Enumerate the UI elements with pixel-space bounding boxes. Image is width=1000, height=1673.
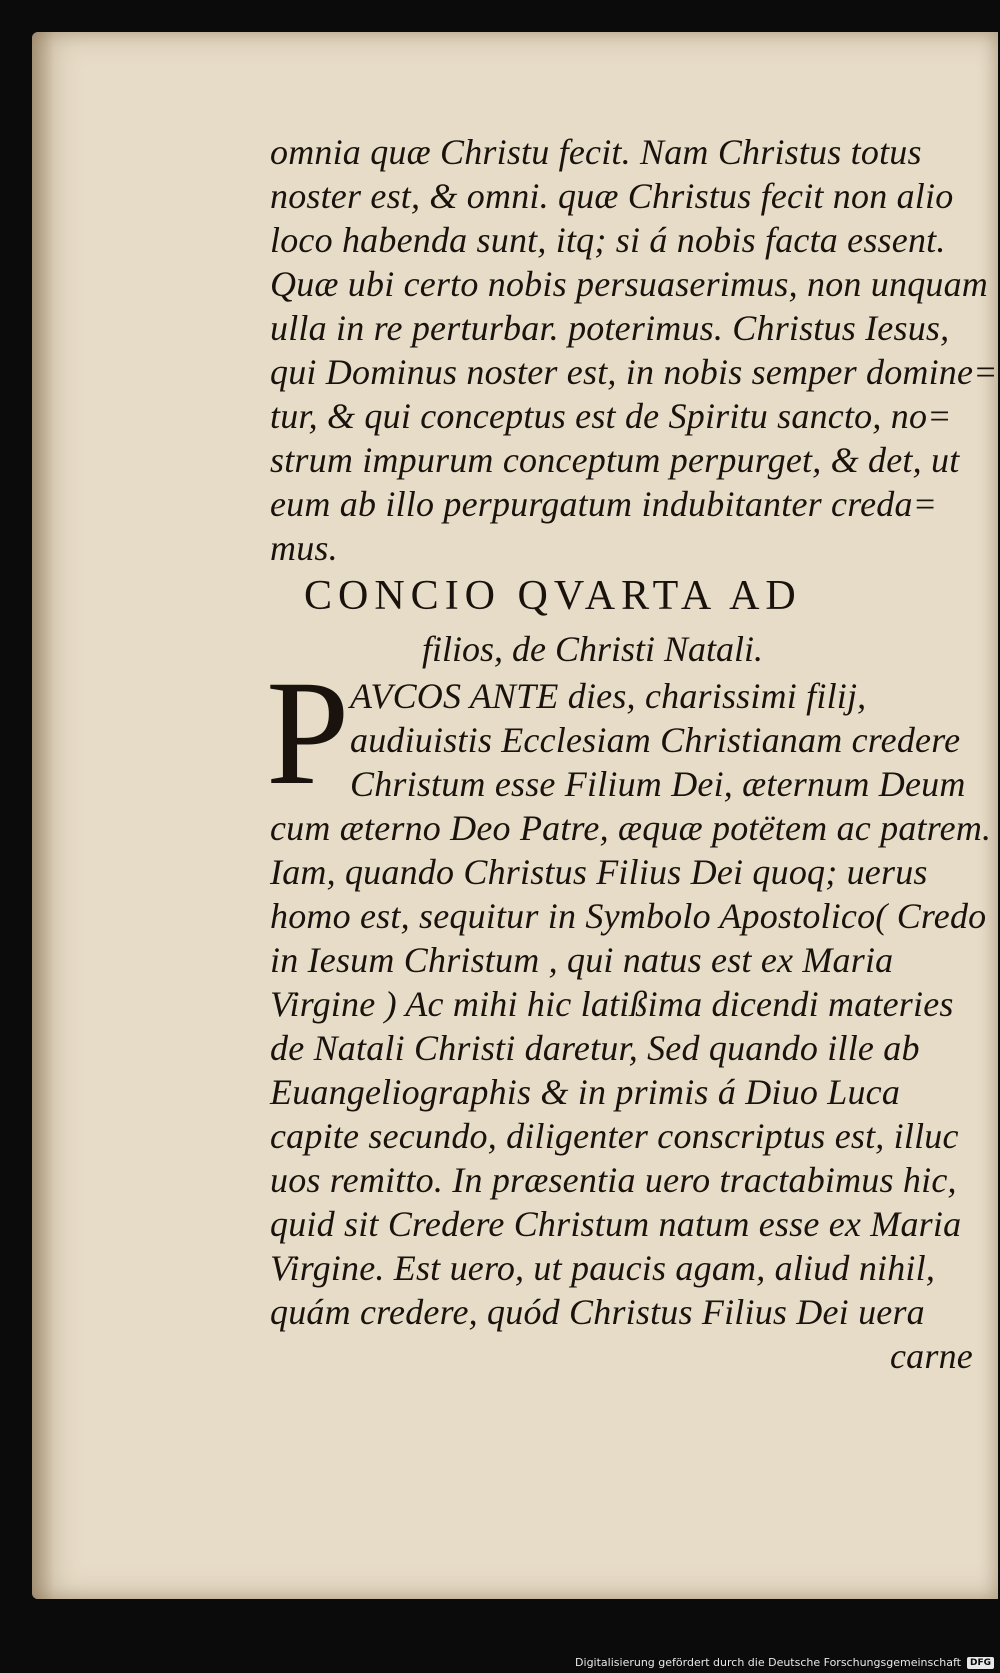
text-line: mus.: [270, 528, 338, 568]
text-line: noster est, & omni. quæ Christus fecit non alio: [270, 176, 954, 216]
text-line: uos remitto. In præsentia uero tractabimus hic,: [270, 1160, 957, 1200]
text-line: omnia quæ Christu fecit. Nam Christus totus: [270, 132, 922, 172]
text-line: ulla in re perturbar. poterimus. Christus Iesus,: [270, 308, 950, 348]
catchword: carne: [890, 1336, 973, 1376]
text-line: in Iesum Christum , qui natus est ex Maria: [270, 940, 894, 980]
text-line: Virgine. Est uero, ut paucis agam, aliud nihil,: [270, 1248, 936, 1288]
section-heading: CONCIO QVARTA AD: [304, 573, 802, 619]
text-line: Virgine ) Ac mihi hic latißima dicendi materies: [270, 984, 954, 1024]
section-subheading: filios, de Christi Natali.: [422, 629, 764, 669]
text-line: qui Dominus noster est, in nobis semper domine=: [270, 352, 998, 392]
text-line: Christum esse Filium Dei, æternum Deum: [350, 764, 966, 804]
text-line: tur, & qui conceptus est de Spiritu sancto, no=: [270, 396, 952, 436]
text-line: Iam, quando Christus Filius Dei quoq; uerus: [270, 852, 928, 892]
text-line: eum ab illo perpurgatum indubitanter creda=: [270, 484, 938, 524]
text-line: loco habenda sunt, itq; si á nobis facta essent.: [270, 220, 946, 260]
drop-cap: P: [266, 650, 350, 816]
text-line: audiuistis Ecclesiam Christianam credere: [350, 720, 961, 760]
footer-credit: [575, 1656, 994, 1669]
text-line: quid sit Credere Christum natum esse ex Maria: [270, 1204, 962, 1244]
text-line: capite secundo, diligenter conscriptus est, illuc: [270, 1116, 959, 1156]
text-line: AVCOS ANTE dies, charissimi filij,: [350, 676, 867, 716]
footer-text: Digitalisierung gefördert durch die Deutsche Forschungsgemeinschaft: [575, 1656, 961, 1669]
text-line: strum impurum conceptum perpurget, & det, ut: [270, 440, 960, 480]
text-line: quám credere, quód Christus Filius Dei uera: [270, 1292, 925, 1332]
text-line: cum æterno Deo Patre, æquæ potëtem ac patrem.: [270, 808, 992, 848]
text-line: Quæ ubi certo nobis persuaserimus, non unquam: [270, 264, 988, 304]
dfg-logo: DFG: [967, 1657, 994, 1669]
text-line: homo est, sequitur in Symbolo Apostolico( Credo: [270, 896, 987, 936]
text-line: de Natali Christi daretur, Sed quando ille ab: [270, 1028, 920, 1068]
book-page: [32, 32, 998, 1599]
text-line: Euangeliographis & in primis á Diuo Luca: [270, 1072, 901, 1112]
